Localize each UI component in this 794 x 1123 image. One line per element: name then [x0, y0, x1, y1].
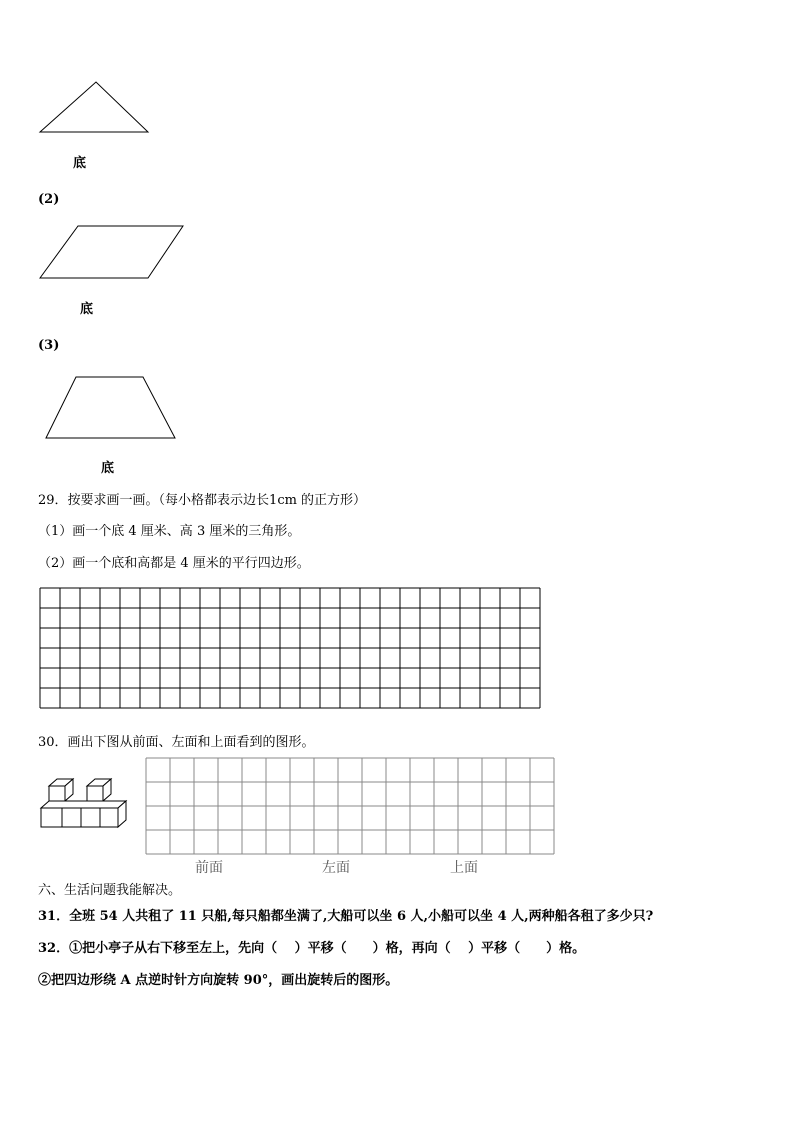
q30-title: 30．画出下图从前面、左面和上面看到的图形。 — [38, 735, 315, 750]
view-label-front: 前面 — [195, 860, 223, 876]
section6-heading: 六、生活问题我能解决。 — [38, 883, 182, 898]
view-label-top: 上面 — [450, 860, 478, 876]
view-label-left: 左面 — [322, 860, 350, 876]
q29-item2: （2）画一个底和高都是 4 厘米的平行四边形。 — [38, 556, 310, 571]
q32-part1: 32．①把小亭子从右下移至左上，先向（ ）平移（ ）格，再向（ ）平移（ ）格。 — [38, 941, 586, 956]
q29-title: 29．按要求画一画。（每小格都表示边长1cm 的正方形） — [38, 493, 367, 508]
parallelogram-base-label: 底 — [80, 302, 94, 317]
triangle-base-label: 底 — [73, 156, 87, 171]
q30-views-grid[interactable] — [145, 757, 555, 855]
q29-item1: （1）画一个底 4 厘米、高 3 厘米的三角形。 — [38, 524, 301, 539]
trapezoid-number: (3) — [38, 338, 60, 353]
parallelogram-number: (2) — [38, 192, 60, 207]
q32-part2: ②把四边形绕 A 点逆时针方向旋转 90°，画出旋转后的图形。 — [38, 973, 399, 988]
q31-text: 31．全班 54 人共租了 11 只船,每只船都坐满了,大船可以坐 6 人,小船可以坐 4 人,两种船各租了多少只? — [38, 909, 654, 924]
trapezoid-base-label: 底 — [101, 461, 115, 476]
